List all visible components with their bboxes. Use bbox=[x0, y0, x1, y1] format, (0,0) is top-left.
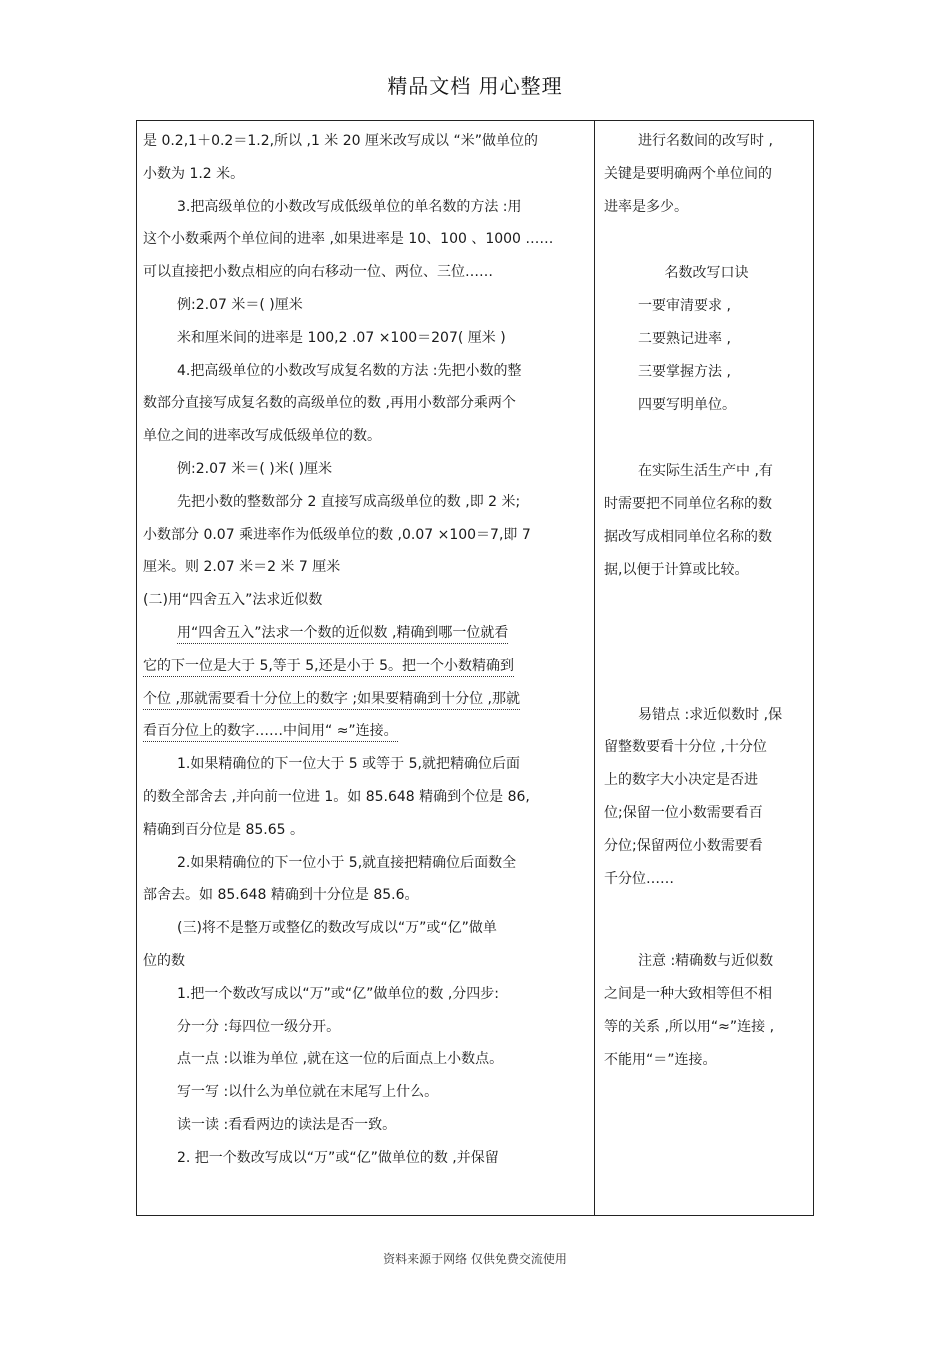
rhyme-line: 二要熟记进率 , bbox=[638, 330, 731, 347]
text-line bbox=[143, 715, 589, 748]
side-note-line: 位;保留一位小数需要看百 bbox=[604, 804, 763, 821]
rhyme-title: 名数改写口诀 bbox=[664, 265, 749, 282]
page-header: 精品文档 用心整理 bbox=[387, 74, 563, 98]
rhyme-line: 四要写明单位。 bbox=[638, 396, 736, 413]
text-line: 2. 把一个数改写成以“万”或“亿”做单位的数 ,并保留 bbox=[177, 1149, 499, 1166]
section-heading: 位的数 bbox=[143, 952, 185, 969]
text-line: 小数部分 0.07 乘进率作为低级单位的数 ,0.07 ×100＝7,即 7 bbox=[143, 526, 531, 543]
emphasis-text: 个位 ,那就需要看十分位上的数字 ;如果要精确到十分位 ,那就 bbox=[143, 691, 520, 710]
column-divider bbox=[594, 120, 595, 1216]
side-note-line: 据,以便于计算或比较。 bbox=[604, 561, 749, 578]
side-note-line: 在实际生活生产中 ,有 bbox=[638, 463, 773, 480]
text-line: 的数全部舍去 ,并向前一位进 1。如 85.648 精确到个位是 86, bbox=[143, 788, 530, 805]
side-note-line: 易错点 :求近似数时 ,保 bbox=[638, 706, 783, 723]
side-note-line: 千分位…… bbox=[604, 870, 674, 887]
emphasis-text: 它的下一位是大于 5,等于 5,还是小于 5。把一个小数精确到 bbox=[143, 658, 514, 677]
text-line: 精确到百分位是 85.65 。 bbox=[143, 821, 304, 838]
example-line: 例:2.07 米＝( )厘米 bbox=[177, 296, 303, 313]
side-note-line: 不能用“＝”连接。 bbox=[604, 1051, 717, 1068]
text-line: 数部分直接写成复名数的高级单位的数 ,再用小数部分乘两个 bbox=[143, 395, 516, 412]
side-note-line: 上的数字大小决定是否进 bbox=[604, 772, 758, 789]
text-line bbox=[143, 683, 589, 716]
side-note-line: 之间是一种大致相等但不相 bbox=[604, 986, 772, 1003]
text-line: 厘米。则 2.07 米＝2 米 7 厘米 bbox=[143, 559, 341, 576]
text-line: 小数为 1.2 米。 bbox=[143, 165, 245, 182]
side-note-line: 分位;保留两位小数需要看 bbox=[604, 837, 763, 854]
rhyme-line: 三要掌握方法 , bbox=[638, 363, 731, 380]
emphasis-text: 看百分位上的数字……中间用“ ≈”连接。 bbox=[143, 723, 398, 742]
text-line bbox=[143, 617, 589, 650]
text-line: 1.把一个数改写成以“万”或“亿”做单位的数 ,分四步: bbox=[177, 985, 499, 1002]
side-note-line: 关键是要明确两个单位间的 bbox=[604, 165, 772, 182]
text-line: 4.把高级单位的小数改写成复名数的方法 :先把小数的整 bbox=[177, 362, 522, 379]
step-line: 分一分 :每四位一级分开。 bbox=[177, 1018, 341, 1035]
example-line: 例:2.07 米＝( )米( )厘米 bbox=[177, 460, 333, 477]
text-line: 单位之间的进率改写成低级单位的数。 bbox=[143, 428, 381, 445]
side-note-line: 注意 :精确数与近似数 bbox=[638, 953, 774, 970]
step-line: 读一读 :看看两边的读法是否一致。 bbox=[177, 1116, 397, 1133]
main-column bbox=[143, 125, 589, 1175]
text-line: 先把小数的整数部分 2 直接写成高级单位的数 ,即 2 米; bbox=[177, 493, 521, 510]
text-line: 1.如果精确位的下一位大于 5 或等于 5,就把精确位后面 bbox=[177, 756, 520, 773]
text-line: 这个小数乘两个单位间的进率 ,如果进率是 10、100 、1000 …… bbox=[143, 231, 554, 248]
text-line bbox=[143, 650, 589, 683]
text-line: 是 0.2,1＋0.2＝1.2,所以 ,1 米 20 厘米改写成以 “米”做单位的 bbox=[143, 133, 538, 149]
side-note-line: 进行名数间的改写时 , bbox=[638, 133, 773, 149]
text-line: 2.如果精确位的下一位小于 5,就直接把精确位后面数全 bbox=[177, 854, 517, 871]
section-heading: (二)用“四舍五入”法求近似数 bbox=[143, 592, 323, 609]
text-line: 部舍去。如 85.648 精确到十分位是 85.6。 bbox=[143, 887, 419, 904]
page-footer: 资料来源于网络 仅供免费交流使用 bbox=[383, 1252, 567, 1266]
side-notes-column bbox=[604, 125, 809, 1077]
side-note-line: 留整数要看十分位 ,十分位 bbox=[604, 739, 767, 756]
step-line: 写一写 :以什么为单位就在末尾写上什么。 bbox=[177, 1084, 439, 1101]
text-line: 可以直接把小数点相应的向右移动一位、两位、三位…… bbox=[143, 264, 493, 281]
text-line: 米和厘米间的进率是 100,2 .07 ×100＝207( 厘米 ) bbox=[177, 329, 506, 346]
side-note-line: 时需要把不同单位名称的数 bbox=[604, 496, 772, 513]
rhyme-line: 一要审清要求 , bbox=[638, 298, 731, 315]
side-note-line: 等的关系 ,所以用“≈”连接 , bbox=[604, 1018, 775, 1035]
side-note-line: 据改写成相同单位名称的数 bbox=[604, 528, 772, 545]
emphasis-text: 用“四舍五入”法求一个数的近似数 ,精确到哪一位就看 bbox=[177, 625, 508, 644]
text-line: 3.把高级单位的小数改写成低级单位的单名数的方法 :用 bbox=[177, 198, 522, 215]
side-note-line: 进率是多少。 bbox=[604, 198, 688, 215]
step-line: 点一点 :以谁为单位 ,就在这一位的后面点上小数点。 bbox=[177, 1051, 504, 1068]
section-heading: (三)将不是整万或整亿的数改写成以“万”或“亿”做单 bbox=[177, 920, 497, 937]
